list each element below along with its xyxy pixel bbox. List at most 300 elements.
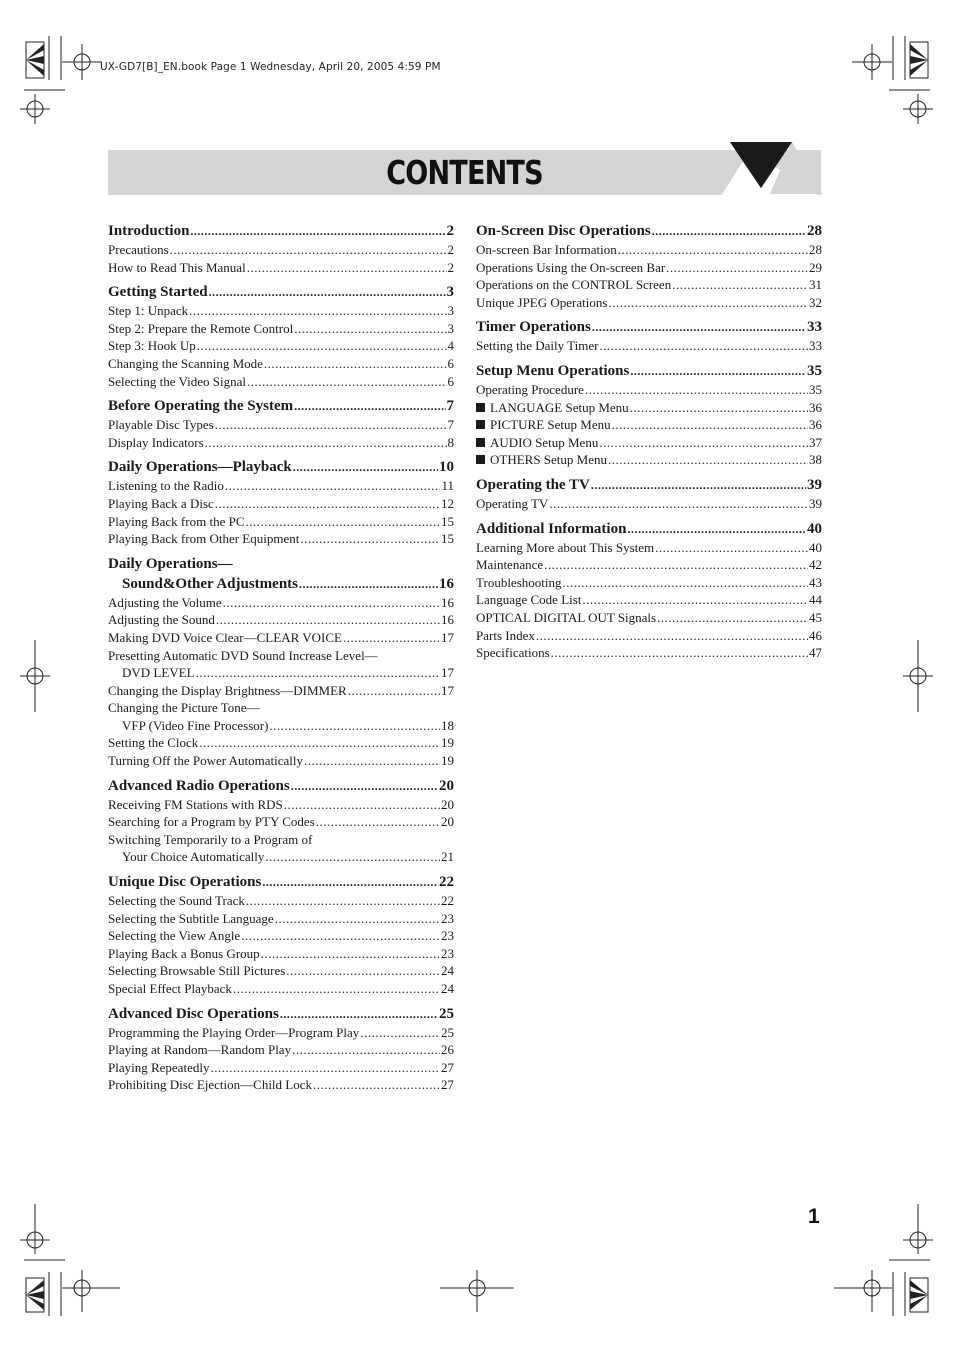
entry-label (108, 962, 285, 980)
entry-label-text: Setting the Clock (108, 735, 199, 751)
leader-dots (666, 259, 808, 277)
entry-label-text: Selecting the View Angle (108, 928, 241, 944)
page-ref: 45 (809, 609, 822, 625)
entry-label-text: Listening to the Radio (108, 478, 224, 494)
page-ref: 2 (446, 223, 454, 239)
entry-label (108, 611, 215, 629)
leader-dots (582, 591, 808, 609)
section-title (108, 1004, 279, 1024)
leader-dots (216, 611, 440, 629)
entry-label (108, 259, 246, 277)
leader-dots (313, 1076, 440, 1094)
entry-label-text: Precautions (108, 242, 169, 257)
entry-label (108, 337, 196, 355)
toc-entry[interactable] (476, 451, 822, 469)
entry-label-text: Playing Back a Bonus Group (108, 945, 260, 961)
entry-label (108, 910, 274, 928)
leader-dots (286, 962, 440, 980)
page-title: CONTENTS (386, 153, 543, 192)
toc-entry[interactable] (108, 1041, 454, 1059)
entry-label-text: Programming the Playing Order—Program Play (108, 1024, 360, 1040)
section-title-text: Timer Operations (476, 319, 591, 336)
entry-label-text: Special Effect Playback (108, 981, 232, 996)
toc-entry[interactable] (108, 477, 454, 495)
toc-entry[interactable] (108, 664, 454, 682)
page-ref: 16 (441, 594, 454, 610)
file-header-line: UX-GD7[B]_EN.book Page 1 Wednesday, April 20, 2005 4:59 PM (100, 61, 441, 73)
entry-label (108, 945, 260, 963)
entry-label (476, 241, 617, 259)
entry-label-text: Step 2: Prepare the Remote Control (108, 320, 294, 336)
entry-label (108, 416, 214, 434)
page-ref: 29 (809, 259, 822, 275)
toc-section-heading[interactable] (108, 221, 454, 241)
toc-entry[interactable] (108, 796, 454, 814)
toc-entry[interactable] (108, 682, 454, 700)
page-ref: 39 (807, 476, 822, 493)
entry-label (476, 259, 665, 277)
section-title-text: Advanced Disc Operations (108, 1005, 279, 1022)
entry-label (476, 337, 598, 355)
toc-section (476, 221, 822, 311)
toc-entry[interactable] (476, 609, 822, 627)
toc-section (476, 361, 822, 469)
leader-dots (348, 682, 440, 700)
leader-dots (612, 416, 808, 434)
entry-label (476, 399, 629, 417)
entry-label-text: Maintenance (476, 557, 544, 573)
entry-label-text: Selecting Browsable Still Pictures (108, 963, 286, 979)
section-title-text: Setup Menu Operations (476, 362, 630, 379)
entry-label-text: Receiving FM Stations with RDS (108, 796, 283, 812)
entry-label (476, 451, 607, 469)
toc-section-heading[interactable] (476, 317, 822, 337)
leader-dots (241, 927, 440, 945)
section-title-text: Sound&Other Adjustments (122, 575, 299, 592)
toc-entry[interactable] (108, 945, 454, 963)
page-ref: 38 (809, 452, 822, 468)
entry-label (476, 416, 611, 434)
toc-entry[interactable] (108, 910, 454, 928)
page-ref: 7 (446, 398, 454, 415)
section-title-text: Getting Started (108, 284, 208, 301)
leader-dots (304, 752, 440, 770)
leader-dots (190, 221, 445, 241)
leader-dots (672, 276, 808, 294)
leader-dots (343, 629, 440, 647)
toc-entry[interactable] (108, 1024, 454, 1042)
page-ref: 36 (809, 399, 822, 415)
toc-section (108, 554, 454, 770)
toc-entry[interactable] (476, 399, 822, 417)
toc-entry[interactable] (108, 373, 454, 391)
leader-dots (360, 1024, 440, 1042)
leader-dots (284, 796, 440, 814)
entry-label-text: Adjusting the Volume (108, 594, 222, 610)
toc-entry[interactable] (476, 276, 822, 294)
square-bullet-icon (476, 438, 485, 447)
entry-label (108, 355, 263, 373)
entry-label (108, 717, 268, 735)
toc-section-heading[interactable] (108, 776, 454, 796)
entry-label-text: Selecting the Video Signal (108, 373, 246, 389)
page-ref: 23 (441, 928, 454, 944)
toc-section (108, 221, 454, 276)
toc-entry[interactable] (108, 320, 454, 338)
page-number: 1 (808, 1205, 820, 1228)
entry-label-text: PICTURE Setup Menu (490, 417, 611, 433)
toc-section (108, 1004, 454, 1094)
page-ref: 47 (809, 645, 822, 661)
page-ref: 20 (439, 777, 454, 794)
leader-dots (300, 530, 440, 548)
toc-section (108, 776, 454, 866)
page-ref: 17 (441, 682, 454, 698)
entry-label-text: Operating Procedure (476, 381, 584, 397)
entry-label (476, 381, 584, 399)
entry-label-text: Playing Repeatedly (108, 1059, 210, 1075)
toc-entry[interactable] (476, 381, 822, 399)
entry-label (108, 302, 188, 320)
leader-dots (316, 813, 440, 831)
toc-section-heading[interactable] (476, 221, 822, 241)
entry-label-text: Adjusting the Sound (108, 612, 215, 628)
toc-entry[interactable] (476, 416, 822, 434)
leader-dots (223, 594, 440, 612)
leader-dots (292, 1041, 440, 1059)
toc-entry[interactable] (476, 434, 822, 452)
toc-entry[interactable] (476, 574, 822, 592)
entry-label (108, 892, 245, 910)
leader-dots (264, 355, 447, 373)
square-bullet-icon (476, 455, 485, 464)
leader-dots (199, 734, 440, 752)
page-ref: 32 (809, 294, 822, 310)
page-ref: 17 (441, 665, 454, 681)
page-ref: 25 (441, 1024, 454, 1040)
leader-dots (630, 399, 808, 417)
toc-section-heading[interactable] (108, 457, 454, 477)
entry-label-text: OPTICAL DIGITAL OUT Signals (476, 609, 657, 625)
page-ref: 43 (809, 574, 822, 590)
entry-label (108, 682, 347, 700)
toc-entry[interactable] (108, 337, 454, 355)
toc-entry[interactable] (108, 241, 454, 259)
entry-label-text: Specifications (476, 645, 550, 661)
page-ref: 18 (441, 717, 454, 733)
toc-entry[interactable] (108, 611, 454, 629)
leader-dots (247, 373, 447, 391)
entry-label-text: Operations Using the On-screen Bar (476, 259, 666, 275)
toc-entry[interactable] (108, 892, 454, 910)
toc-entry[interactable] (476, 556, 822, 574)
entry-label-text: OTHERS Setup Menu (490, 452, 607, 468)
leader-dots (544, 556, 808, 574)
toc-entry[interactable] (476, 259, 822, 277)
page-ref: 11 (441, 478, 454, 494)
leader-dots (197, 337, 447, 355)
leader-dots (294, 396, 445, 416)
page-ref: 27 (441, 1059, 454, 1075)
toc-section-heading[interactable] (108, 574, 454, 594)
page-ref: 3 (447, 303, 454, 319)
entry-label-text: Playing Back a Disc (108, 495, 214, 511)
entry-label-text: Changing the Scanning Mode (108, 355, 263, 371)
toc-entry[interactable] (108, 752, 454, 770)
entry-label (108, 434, 204, 452)
leader-dots (215, 495, 440, 513)
banner-triangle-icon (720, 140, 824, 198)
entry-label-text: Unique JPEG Operations (476, 294, 608, 310)
entry-label-text: Learning More about This System (476, 539, 655, 555)
leader-dots (657, 609, 808, 627)
toc-entry[interactable] (476, 644, 822, 662)
page-ref: 15 (441, 513, 454, 529)
entry-label (108, 1076, 312, 1094)
entry-label (476, 627, 535, 645)
entry-label (108, 796, 283, 814)
toc-section-heading[interactable] (476, 475, 822, 495)
entry-label-text: Parts Index (476, 627, 535, 643)
entry-label (476, 574, 561, 592)
toc-entry[interactable] (108, 434, 454, 452)
toc-entry[interactable] (476, 337, 822, 355)
toc-section (108, 396, 454, 451)
leader-dots (247, 259, 447, 277)
toc-section-heading[interactable] (108, 282, 454, 302)
page-ref: 40 (807, 520, 822, 537)
toc-entry[interactable] (476, 539, 822, 557)
section-title (108, 282, 208, 302)
section-title (108, 396, 293, 416)
toc-entry[interactable] (108, 355, 454, 373)
entry-label-text: How to Read This Manual (108, 259, 246, 275)
page-ref: 19 (441, 735, 454, 751)
leader-dots (269, 717, 440, 735)
page-ref: 22 (441, 893, 454, 909)
entry-label (108, 734, 198, 752)
entry-label-line: Switching Temporarily to a Program of (108, 831, 313, 847)
page-ref: 40 (809, 539, 822, 555)
entry-label (108, 477, 224, 495)
leader-dots (608, 451, 808, 469)
toc-section-heading[interactable] (476, 519, 822, 539)
toc-entry[interactable] (108, 629, 454, 647)
leader-dots (294, 320, 446, 338)
leader-dots (655, 539, 808, 557)
page-ref: 21 (441, 849, 454, 865)
entry-label (108, 241, 169, 259)
toc-entry[interactable] (108, 717, 454, 735)
leader-dots (265, 848, 440, 866)
entry-label (108, 530, 299, 548)
section-title-text: Daily Operations—Playback (108, 459, 292, 476)
leader-dots (291, 776, 438, 796)
entry-label-text: Step 3: Hook Up (108, 338, 196, 354)
leader-dots (225, 477, 441, 495)
entry-label (476, 294, 607, 312)
page-ref: 2 (447, 242, 454, 257)
toc-entry[interactable] (108, 513, 454, 531)
toc-left-column (108, 221, 454, 1100)
section-title (476, 519, 626, 539)
leader-dots (246, 892, 440, 910)
leader-dots (293, 457, 438, 477)
entry-label (476, 495, 548, 513)
page-ref: 31 (809, 277, 822, 293)
toc-section (476, 475, 822, 513)
toc-section-heading[interactable] (108, 872, 454, 892)
section-title (108, 872, 261, 892)
entry-label-text: Step 1: Unpack (108, 303, 189, 319)
leader-dots (205, 434, 447, 452)
entry-label (108, 1041, 291, 1059)
entry-label-text: AUDIO Setup Menu (490, 434, 599, 450)
section-title (476, 475, 590, 495)
leader-dots (210, 1059, 440, 1077)
toc-entry[interactable] (108, 416, 454, 434)
toc-entry[interactable] (476, 294, 822, 312)
entry-label (108, 752, 303, 770)
toc-entry[interactable] (476, 495, 822, 513)
leader-dots (299, 574, 438, 594)
leader-dots (592, 317, 806, 337)
page-ref: 7 (447, 417, 454, 433)
leader-dots (652, 221, 806, 241)
page-ref: 24 (441, 963, 454, 979)
section-title (476, 361, 629, 381)
page-ref: 37 (809, 434, 822, 450)
entry-label (108, 495, 214, 513)
toc-entry[interactable] (108, 495, 454, 513)
entry-label (476, 644, 550, 662)
entry-label (108, 664, 195, 682)
entry-label (108, 927, 240, 945)
section-title-text: Introduction (108, 223, 190, 239)
toc-section-heading[interactable] (108, 396, 454, 416)
toc-entry[interactable] (108, 962, 454, 980)
entry-label-text: Prohibiting Disc Ejection—Child Lock (108, 1077, 313, 1093)
toc-entry[interactable] (476, 591, 822, 609)
page-ref: 6 (447, 373, 454, 389)
entry-label (108, 373, 246, 391)
page-ref: 16 (441, 612, 454, 628)
toc-entry[interactable] (108, 734, 454, 752)
toc-entry[interactable] (108, 848, 454, 866)
entry-label (476, 434, 598, 452)
page-ref: 23 (441, 945, 454, 961)
page-ref: 25 (439, 1005, 454, 1022)
leader-dots (536, 627, 808, 645)
page-ref: 33 (807, 319, 822, 336)
toc-entry[interactable] (108, 530, 454, 548)
entry-label (476, 591, 581, 609)
leader-dots (215, 416, 447, 434)
leader-dots (562, 574, 808, 592)
toc-section-heading[interactable] (108, 1004, 454, 1024)
entry-label-text: Searching for a Program by PTY Codes (108, 814, 315, 830)
entry-label-text: Making DVD Voice Clear—CLEAR VOICE (108, 629, 342, 645)
page-ref: 16 (439, 575, 454, 592)
toc-entry[interactable] (108, 813, 454, 831)
leader-dots (196, 664, 440, 682)
entry-label (476, 609, 656, 627)
page-ref: 24 (441, 981, 454, 996)
page-ref: 33 (809, 338, 822, 354)
section-title (108, 457, 292, 477)
toc-entry[interactable] (108, 302, 454, 320)
entry-label (476, 539, 654, 557)
page-ref: 35 (809, 381, 822, 397)
leader-dots (627, 519, 806, 539)
toc-entry[interactable] (108, 1059, 454, 1077)
section-title-text: Advanced Radio Operations (108, 777, 290, 794)
leader-dots (246, 513, 441, 531)
toc-section (108, 282, 454, 390)
section-title (108, 221, 189, 241)
leader-dots (630, 361, 806, 381)
leader-dots (209, 282, 446, 302)
leader-dots (275, 910, 440, 928)
page-ref: 46 (809, 627, 822, 643)
entry-label (108, 848, 264, 866)
entry-label-text: Language Code List (476, 592, 582, 608)
leader-dots (189, 302, 446, 320)
entry-label (108, 813, 315, 831)
leader-dots (262, 872, 438, 892)
entry-label (108, 980, 232, 998)
toc-entry[interactable] (108, 927, 454, 945)
square-bullet-icon (476, 403, 485, 412)
toc-entry[interactable] (108, 259, 454, 277)
entry-label-text: Changing the Display Brightness—DIMMER (108, 682, 347, 698)
toc-entry[interactable] (108, 980, 454, 998)
leader-dots (591, 475, 806, 495)
entry-label (108, 513, 245, 531)
leader-dots (261, 945, 440, 963)
leader-dots (233, 980, 440, 998)
page-ref: 4 (447, 338, 454, 354)
page-ref: 26 (441, 1042, 454, 1058)
entry-label-text: Playing at Random—Random Play (108, 1042, 292, 1058)
page-ref: 3 (447, 320, 454, 336)
entry-label-text: Operations on the CONTROL Screen (476, 277, 672, 293)
section-title (476, 221, 651, 241)
entry-label (108, 629, 342, 647)
entry-label-text: Playing Back from the PC (108, 513, 245, 529)
entry-label-text: Selecting the Sound Track (108, 893, 245, 909)
page-ref: 39 (809, 495, 822, 511)
toc-section-heading[interactable] (476, 361, 822, 381)
toc-section (108, 872, 454, 998)
page-ref: 27 (441, 1077, 454, 1093)
entry-label-text: Turning Off the Power Automatically (108, 753, 303, 769)
page-ref: 12 (441, 495, 454, 511)
toc-right-column (476, 221, 822, 668)
page-ref: 35 (807, 362, 822, 379)
toc-entry[interactable] (108, 1076, 454, 1094)
section-title (108, 776, 290, 796)
page-ref: 20 (441, 814, 454, 830)
page-ref: 2 (447, 259, 454, 275)
toc-entry[interactable] (108, 594, 454, 612)
page-ref: 22 (439, 874, 454, 891)
leader-dots (599, 337, 808, 355)
leader-dots (280, 1004, 438, 1024)
toc-entry[interactable] (476, 627, 822, 645)
entry-label-text: Playing Back from Other Equipment (108, 531, 300, 547)
toc-entry[interactable] (476, 241, 822, 259)
